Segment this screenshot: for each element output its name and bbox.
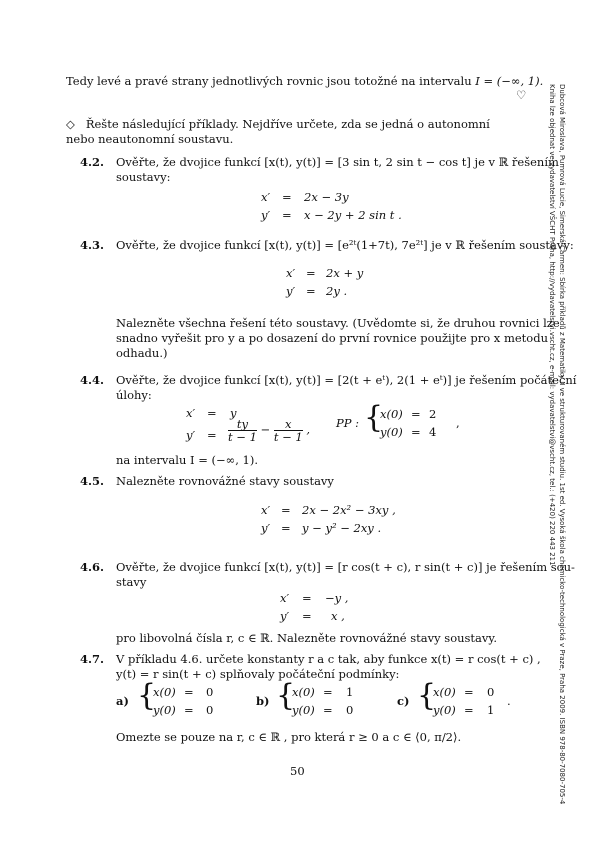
condition: x(0)	[292, 685, 315, 699]
exercise-text: úlohy:	[116, 388, 152, 402]
exercise-text: Omezte se pouze na r, c ∈ ℝ , pro která r ≥ 0 a c ∈ ⟨0, π/2⟩.	[116, 730, 462, 744]
condition: y(0)	[153, 703, 176, 717]
equation: x′	[280, 591, 290, 605]
exercise-number: 4.5.	[80, 474, 105, 488]
end-mark-icon: ♡	[516, 88, 527, 102]
intro-line	[66, 74, 543, 89]
copyright-sidebar	[536, 84, 566, 844]
option-a-label: a)	[116, 694, 129, 708]
exercise-text: V příkladu 4.6. určete konstanty r a c tak, aby funkce x(t) = r cos(t + c) ,	[116, 652, 541, 666]
exercise-number: 4.7.	[80, 652, 105, 666]
exercise-text: Nalezněte všechna řešení této soustavy. (Uvědomte si, že druhou rovnici lze	[116, 316, 560, 330]
equals-sign: =	[282, 208, 292, 222]
equation: y′	[186, 428, 196, 442]
equation-rhs: 2x + y	[326, 266, 364, 280]
intro-text: Tedy levé a pravé strany jednotlivých rovnic jsou totožné na intervalu	[66, 74, 472, 88]
equation: y′	[286, 284, 296, 298]
exercise-number: 4.3.	[80, 238, 105, 252]
sidebar-line-1: Dubcová Miroslava, Pumrová Lucie, Simerská Carmen: Sbírka příkladů z Matematiky II ve strukturovaném studiu. 1st ed. Vysoká škola chemicko-technologická v Praze, Praha 2009. ISBN 978-80-7080-705-4	[558, 84, 566, 805]
equation: y′	[261, 208, 271, 222]
condition-value: 0	[206, 703, 214, 717]
equals-sign: =	[306, 266, 316, 280]
task-text: Řešte následující příklady. Nejdříve určete, zda se jedná o autonomní nebo neautonomní soustavu.	[66, 117, 490, 146]
equation-rhs: x − 2y + 2 sin t .	[304, 208, 402, 222]
exercise-text: odhadu.)	[116, 346, 168, 360]
equation: y′	[280, 609, 290, 623]
equals-sign: =	[207, 428, 217, 442]
condition: y(0)	[433, 703, 456, 717]
exercise-text: Ověřte, že dvojice funkcí [x(t), y(t)] = [2(t + eᵗ), 2(1 + eᵗ)] je řešením počáteční	[116, 373, 577, 387]
option-b-label: b)	[256, 694, 270, 708]
equals-sign: =	[207, 406, 217, 420]
exercise-text: soustavy:	[116, 170, 171, 184]
task-instruction	[66, 117, 506, 147]
condition-value: 0	[206, 685, 214, 699]
exercise-number: 4.2.	[80, 155, 105, 169]
exercise-text: Ověřte, že dvojice funkcí [x(t), y(t)] = [r cos(t + c), r sin(t + c)] je řešením sou-	[116, 560, 575, 574]
condition: x(0)	[433, 685, 456, 699]
equation-rhs: 2x − 2x² − 3xy ,	[302, 503, 396, 517]
equals-sign: =	[184, 703, 194, 717]
page-number: 50	[290, 764, 305, 778]
exercise-number: 4.4.	[80, 373, 105, 387]
exercise-text: na intervalu I = (−∞, 1).	[116, 453, 258, 467]
initial-condition-label: PP :	[336, 416, 360, 430]
equation-rhs: x ,	[331, 609, 345, 623]
brace: {	[276, 678, 296, 713]
fraction-expression: $\frac{ty}{t - 1}$ − $\frac{x}{t - 1}$ ,	[228, 417, 311, 444]
condition-value: 2	[429, 407, 437, 421]
exercise-text: pro libovolná čísla r, c ∈ ℝ. Nalezněte rovnovážné stavy soustavy.	[116, 631, 498, 645]
intro-interval: I = (−∞, 1).	[475, 74, 544, 88]
equation-rhs: −y ,	[325, 591, 349, 605]
condition: y(0)	[292, 703, 315, 717]
equals-sign: =	[323, 703, 333, 717]
exercise-text: Ověřte, že dvojice funkcí [x(t), y(t)] = [e²ᵗ(1+7t), 7e²ᵗ] je v ℝ řešením soustavy:	[116, 238, 574, 252]
exercise-text: Nalezněte rovnovážné stavy soustavy	[116, 474, 334, 488]
exercise-text: Ověřte, že dvojice funkcí [x(t), y(t)] = [3 sin t, 2 sin t − cos t] je v ℝ řešením	[116, 155, 559, 169]
condition-value: 0	[346, 703, 354, 717]
equals-sign: =	[282, 190, 292, 204]
exercise-text: y(t) = r sin(t + c) splňovaly počáteční podmínky:	[116, 667, 400, 681]
equation: x′	[261, 503, 271, 517]
condition: x(0)	[153, 685, 176, 699]
equation: x′	[186, 406, 196, 420]
equals-sign: =	[281, 521, 291, 535]
brace: {	[364, 400, 384, 435]
condition-value: 4	[429, 425, 437, 439]
condition: x(0)	[380, 407, 403, 421]
equation: y′	[261, 521, 271, 535]
equation-rhs: 2x − 3y	[304, 190, 349, 204]
equation: x′	[261, 190, 271, 204]
equation-rhs: 2y .	[326, 284, 348, 298]
equals-sign: =	[464, 703, 474, 717]
condition-value: 0	[487, 685, 495, 699]
equals-sign: =	[411, 425, 421, 439]
sidebar-line-2: Kniha lze objednat ve vydavatelství VŠCHT Praha, http://vydavatelstvi.vscht.cz, e-mail: vydavatelstvi@vscht.cz, tel.: (+420) 220 443 211	[548, 84, 557, 566]
option-c-label: c)	[397, 694, 410, 708]
equation-rhs: y	[230, 406, 237, 420]
brace: {	[417, 678, 437, 713]
equals-sign: =	[323, 685, 333, 699]
condition-value: 1	[487, 703, 495, 717]
equation-rhs: y − y² − 2xy .	[302, 521, 382, 535]
equation: x′	[286, 266, 296, 280]
equals-sign: =	[302, 609, 312, 623]
equals-sign: =	[281, 503, 291, 517]
condition: y(0)	[380, 425, 403, 439]
equals-sign: =	[411, 407, 421, 421]
diamond-icon: ◇	[66, 117, 75, 131]
equals-sign: =	[306, 284, 316, 298]
exercise-number: 4.6.	[80, 560, 105, 574]
exercise-text: snadno vyřešit pro y a po dosazení do první rovnice použijte pro x metodu	[116, 331, 548, 345]
equals-sign: =	[302, 591, 312, 605]
equals-sign: =	[184, 685, 194, 699]
exercise-text: stavy	[116, 575, 147, 589]
brace: {	[137, 678, 157, 713]
condition-value: 1	[346, 685, 354, 699]
equals-sign: =	[464, 685, 474, 699]
